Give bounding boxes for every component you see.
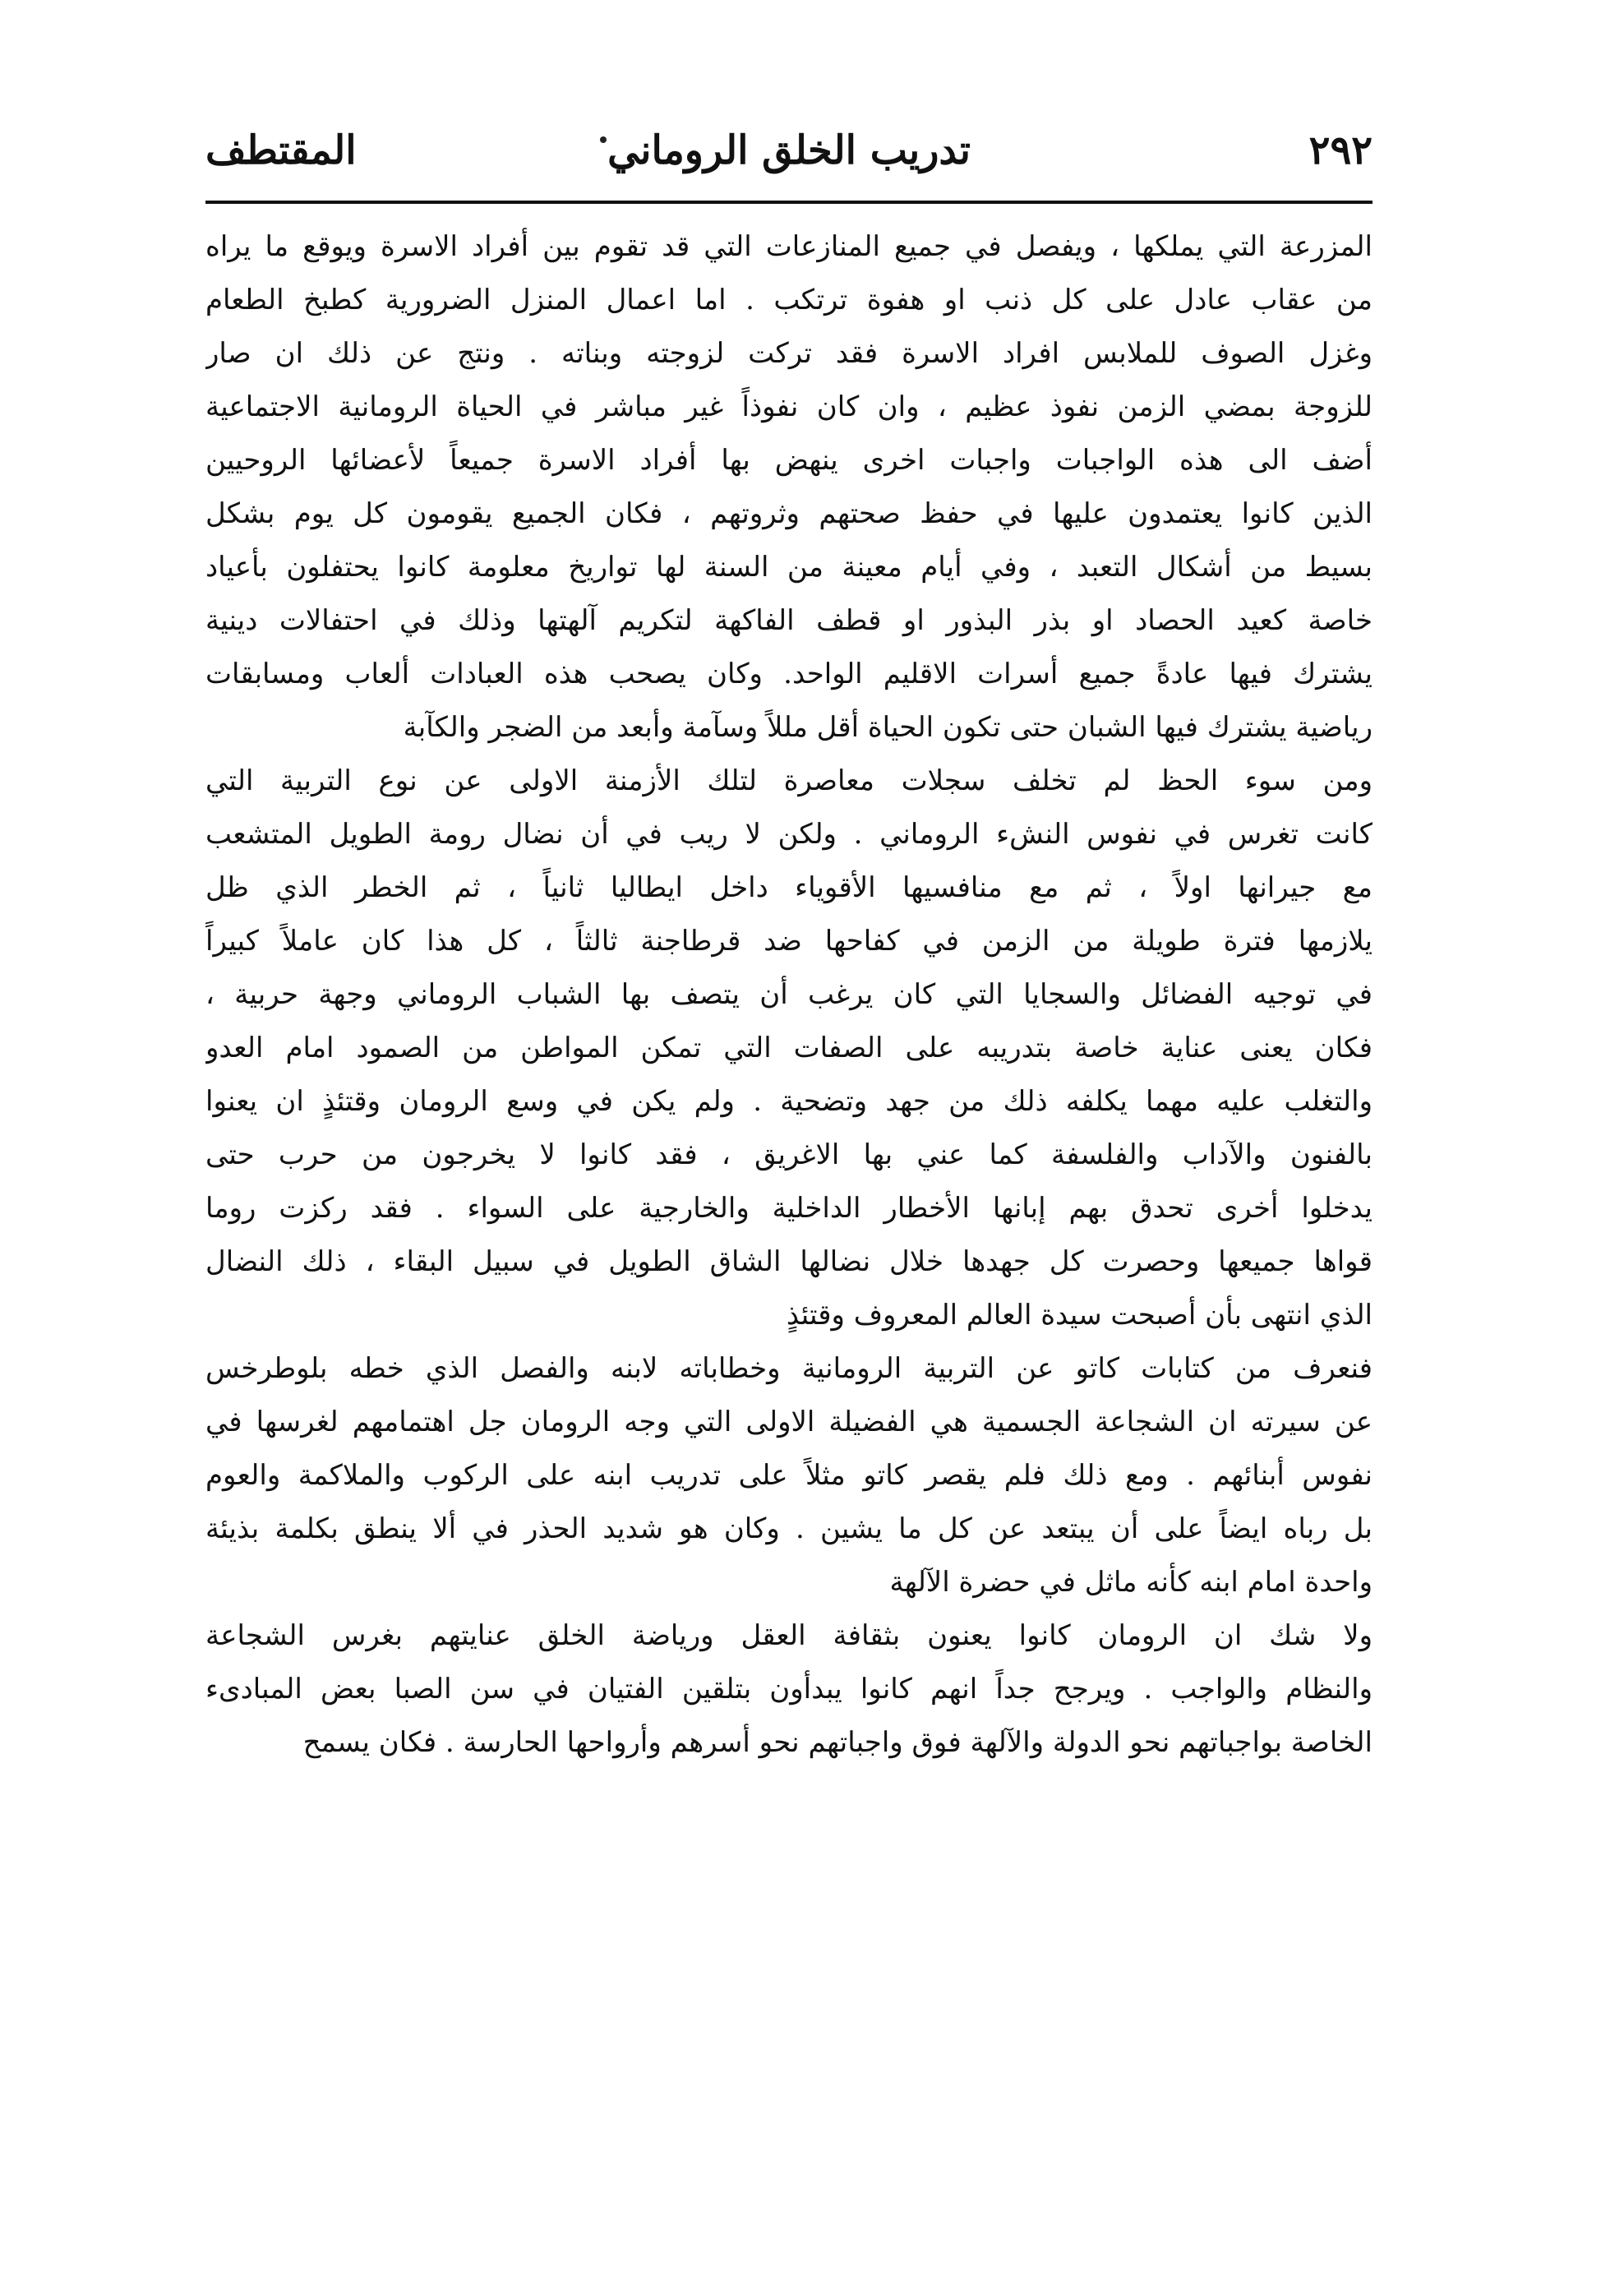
text-line: ولا شك ان الرومان كانوا يعنون بثقافة العقل ورياضة الخلق عنايتهم بغرس الشجاعة — [205, 1619, 1373, 1652]
text-line: نفوس أبنائهم . ومع ذلك فلم يقصر كاتو مثلاً على تدريب ابنه على الركوب والملاكمة والعوم — [205, 1459, 1373, 1492]
paragraph — [205, 755, 1373, 1342]
text-line: الخاصة بواجباتهم نحو الدولة والآلهة فوق واجباتهم نحو أسرهم وأرواحها الحارسة . فكان يسمح — [302, 1726, 1373, 1759]
text-line: فنعرف من كتابات كاتو عن التربية الرومانية وخطاباته لابنه والفصل الذي خطه بلوطرخس — [205, 1352, 1373, 1385]
text-line: يلازمها فترة طويلة من الزمن في كفاحها ضد قرطاجنة ثالثاً ، كل هذا كان عاملاً كبيراً — [205, 925, 1373, 958]
text-line: واحدة امام ابنه كأنه ماثل في حضرة الآلهة — [889, 1566, 1373, 1599]
text-line: مع جيرانها اولاً ، ثم مع منافسيها الأقوياء داخل ايطاليا ثانياً ، ثم الخطر الذي ظل — [205, 871, 1373, 904]
text-line: للزوجة بمضي الزمن نفوذ عظيم ، وان كان نفوذاً غير مباشر في الحياة الرومانية الاجتماعية — [205, 390, 1373, 423]
header-dot — [600, 136, 607, 143]
text-line: كانت تغرس في نفوس النشء الروماني . ولكن لا ريب في أن نضال رومة الطويل المتشعب — [205, 818, 1373, 851]
text-line: قواها جميعها وحصرت كل جهدها خلال نضالها الشاق الطويل في سبيل البقاء ، ذلك النضال — [205, 1245, 1373, 1278]
text-line: وغزل الصوف للملابس افراد الاسرة فقد تركت لزوجته وبناته . ونتج عن ذلك ان صار — [205, 337, 1373, 370]
paragraph — [205, 220, 1373, 755]
text-line: ومن سوء الحظ لم تخلف سجلات معاصرة لتلك الأزمنة الاولى عن نوع التربية التي — [205, 764, 1373, 797]
text-line: والتغلب عليه مهما يكلفه ذلك من جهد وتضحية . ولم يكن في وسع الرومان وقتئذٍ ان يعنوا — [205, 1085, 1373, 1118]
text-line: عن سيرته ان الشجاعة الجسمية هي الفضيلة الاولى التي وجه الرومان جل اهتمامهم لغرسها في — [205, 1406, 1373, 1438]
text-line: أضف الى هذه الواجبات واجبات اخرى ينهض بها أفراد الاسرة جميعاً لأعضائها الروحيين — [205, 444, 1373, 477]
body-text — [205, 220, 1373, 1770]
text-line: يشترك فيها عادةً جميع أسرات الاقليم الواحد. وكان يصحب هذه العبادات ألعاب ومسابقات — [205, 658, 1373, 690]
text-line: في توجيه الفضائل والسجايا التي كان يرغب أن يتصف بها الشباب الروماني وجهة حربية ، — [205, 978, 1373, 1011]
paragraph — [205, 1342, 1373, 1609]
text-line: الذين كانوا يعتمدون عليها في حفظ صحتهم وثروتهم ، فكان الجميع يقومون كل يوم بشكل — [205, 497, 1373, 530]
journal-name: المقتطف — [205, 127, 357, 173]
text-line: من عقاب عادل على كل ذنب او هفوة ترتكب . اما اعمال المنزل الضرورية كطبخ الطعام — [205, 284, 1373, 316]
text-line: المزرعة التي يملكها ، ويفصل في جميع المنازعات التي قد تقوم بين أفراد الاسرة ويوقع ما يراه — [205, 230, 1373, 263]
paragraph — [205, 1609, 1373, 1770]
text-line: بل رباه ايضاً على أن يبتعد عن كل ما يشين . وكان هو شديد الحذر في ألا ينطق بكلمة بذيئة — [205, 1512, 1373, 1545]
text-line: بالفنون والآداب والفلسفة كما عني بها الاغريق ، فقد كانوا لا يخرجون من حرب حتى — [205, 1138, 1373, 1171]
page-number: ٢٩٢ — [1308, 127, 1373, 173]
text-line: بسيط من أشكال التعبد ، وفي أيام معينة من السنة لها تواريخ معلومة كانوا يحتفلون بأعياد — [205, 551, 1373, 584]
text-line: خاصة كعيد الحصاد او بذر البذور او قطف الفاكهة لتكريم آلهتها وذلك في احتفالات دينية — [205, 604, 1373, 637]
header-rule — [205, 201, 1373, 204]
text-line: يدخلوا أخرى تحدق بهم إبانها الأخطار الداخلية والخارجية على السواء . فقد ركزت روما — [205, 1192, 1373, 1225]
text-line: رياضية يشترك فيها الشبان حتى تكون الحياة أقل مللاً وسآمة وأبعد من الضجر والكآبة — [403, 711, 1373, 744]
text-line: والنظام والواجب . ويرجح جداً انهم كانوا يبدأون بتلقين الفتيان في سن الصبا بعض المبادىء — [205, 1673, 1373, 1706]
text-line: فكان يعنى عناية خاصة بتدريبه على الصفات التي تمكن المواطن من الصمود امام العدو — [205, 1032, 1373, 1064]
text-line: الذي انتهى بأن أصبحت سيدة العالم المعروف وقتئذٍ — [786, 1299, 1373, 1332]
page-header — [205, 123, 1373, 178]
running-title: تدريب الخلق الروماني — [607, 127, 971, 173]
